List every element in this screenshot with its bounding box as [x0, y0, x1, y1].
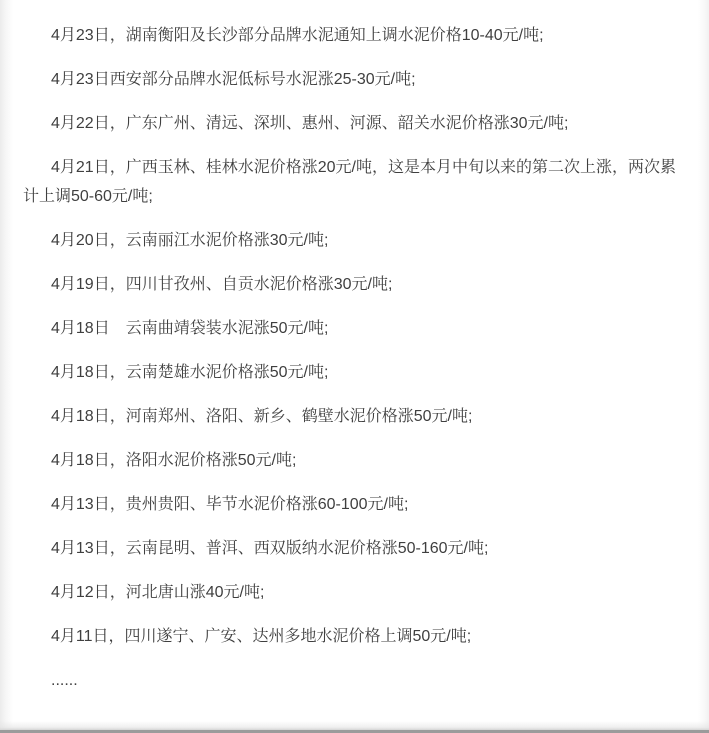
news-paragraph: 4月22日，广东广州、清远、深圳、惠州、河源、韶关水泥价格涨30元/吨; [51, 115, 569, 132]
news-paragraph: 4月18日，云南楚雄水泥价格涨50元/吨; [51, 364, 329, 381]
news-paragraph: 4月19日，四川甘孜州、自贡水泥价格涨30元/吨; [51, 276, 393, 293]
news-paragraph: 4月20日，云南丽江水泥价格涨30元/吨; [51, 232, 329, 249]
news-paragraph: 4月23日西安部分品牌水泥低标号水泥涨25-30元/吨; [51, 71, 416, 88]
news-paragraph: 4月18日 云南曲靖袋装水泥涨50元/吨; [51, 320, 329, 337]
news-paragraph: 4月21日，广西玉林、桂林水泥价格涨20元/吨，这是本月中旬以来的第二次上涨，两次累计上调50-60元/吨; [23, 159, 676, 205]
news-paragraph: 4月18日，洛阳水泥价格涨50元/吨; [51, 452, 297, 469]
news-paragraph: 4月18日，河南郑州、洛阳、新乡、鹤壁水泥价格涨50元/吨; [51, 408, 473, 425]
news-paragraph: 4月23日，湖南衡阳及长沙部分品牌水泥通知上调水泥价格10-40元/吨; [51, 27, 544, 44]
ellipsis-paragraph: ...... [51, 672, 78, 689]
news-paragraph: 4月13日，云南昆明、普洱、西双版纳水泥价格涨50-160元/吨; [51, 540, 489, 557]
news-paragraph: 4月12日，河北唐山涨40元/吨; [51, 584, 265, 601]
news-paragraph: 4月13日，贵州贵阳、毕节水泥价格涨60-100元/吨; [51, 496, 409, 513]
news-paragraph: 4月11日，四川遂宁、广安、达州多地水泥价格上调50元/吨; [51, 628, 472, 645]
bottom-edge-shade [0, 721, 709, 730]
